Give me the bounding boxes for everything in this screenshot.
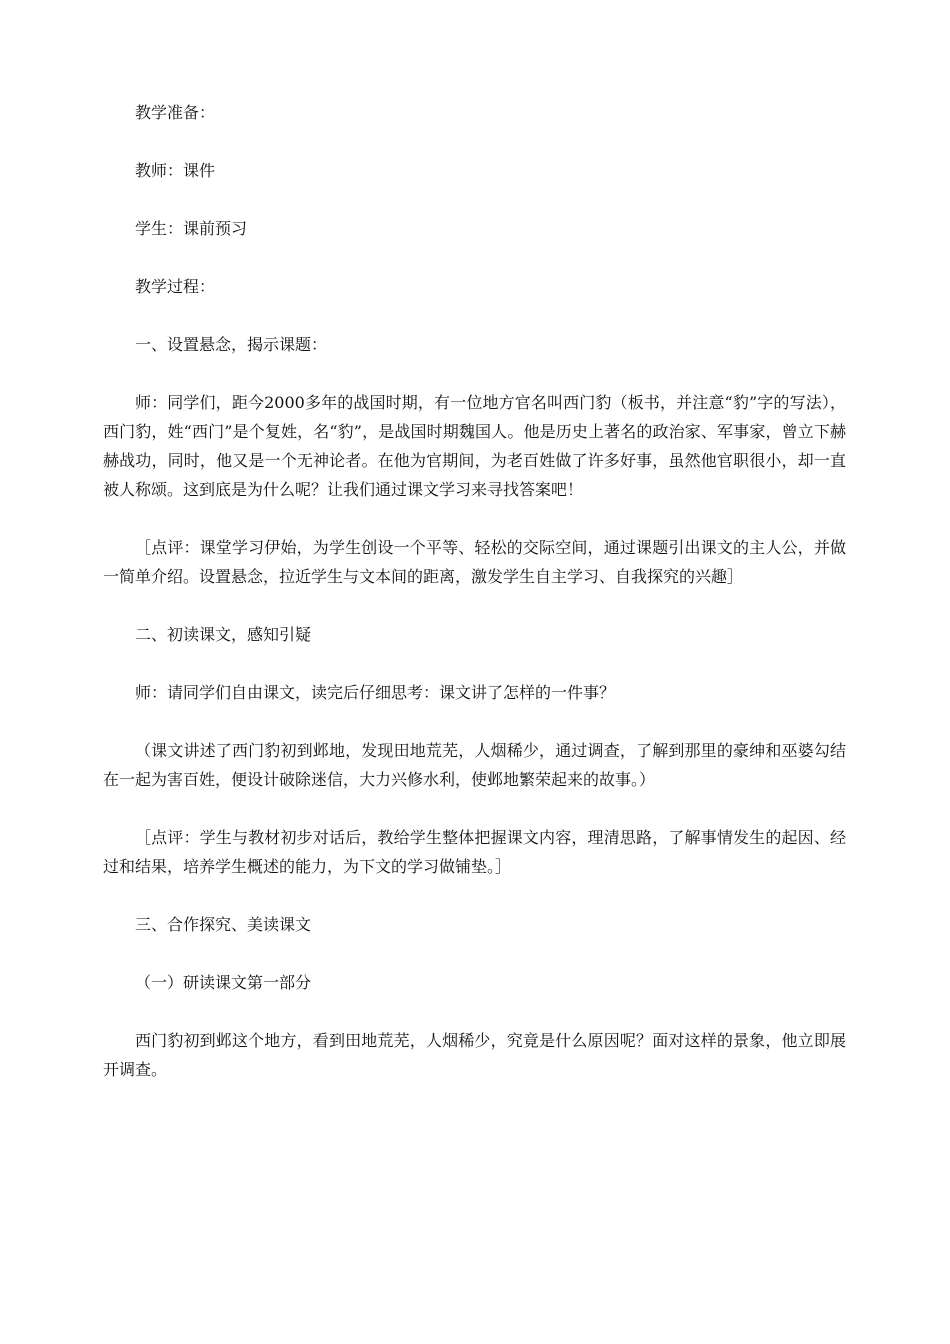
answer-paragraph: （课文讲述了西门豹初到邺地，发现田地荒芜，人烟稀少，通过调查，了解到那里的豪绅和巫婆勾结在一起为害百姓，便设计破除迷信，大力兴修水利，使邺地繁荣起来的故事。）: [103, 741, 846, 789]
part-one-paragraph: 西门豹初到邺这个地方，看到田地荒芜，人烟稀少，究竟是什么原因呢？面对这样的景象，他立即展开调查。: [103, 1031, 846, 1079]
document-page: [103, 98, 846, 1113]
student-preparation: 学生：课前预习: [135, 219, 248, 238]
heading-teaching-preparation: 教学准备：: [135, 103, 216, 122]
comment-paragraph-1: ［点评：课堂学习伊始，为学生创设一个平等、轻松的交际空间，通过课题引出课文的主人公，并做一简单介绍。设置悬念，拉近学生与文本间的距离，激发学生自主学习、自我探究的兴趣］: [103, 538, 846, 586]
teacher-question-paragraph: 师：请同学们自由课文，读完后仔细思考：课文讲了怎样的一件事？: [135, 683, 616, 702]
comment-paragraph-2: ［点评：学生与教材初步对话后，教给学生整体把握课文内容，理清思路，了解事情发生的起因、经过和结果，培养学生概述的能力，为下文的学习做铺垫。］: [103, 828, 846, 876]
section-two-heading: 二、初读课文，感知引疑: [135, 625, 312, 644]
section-three-heading: 三、合作探究、美读课文: [135, 915, 312, 934]
subsection-one-heading: （一）研读课文第一部分: [135, 973, 312, 992]
teacher-preparation: 教师：课件: [135, 161, 216, 180]
heading-teaching-process: 教学过程：: [135, 277, 216, 296]
teacher-intro-paragraph: 师：同学们，距今2000多年的战国时期，有一位地方官名叫西门豹（板书，并注意“豹”字的写法），西门豹，姓“西门”是个复姓，名“豹”，是战国时期魏国人。他是历史上著名的政治家、军事家，曾立下赫赫战功，同时，他又是一个无神论者。在他为官期间，为老百姓做了许多好事，虽然他官职很小，却一直被人称颂。这到底是为什么呢？让我们通过课文学习来寻找答案吧！: [103, 393, 846, 499]
section-one-heading: 一、设置悬念，揭示课题：: [135, 335, 328, 354]
